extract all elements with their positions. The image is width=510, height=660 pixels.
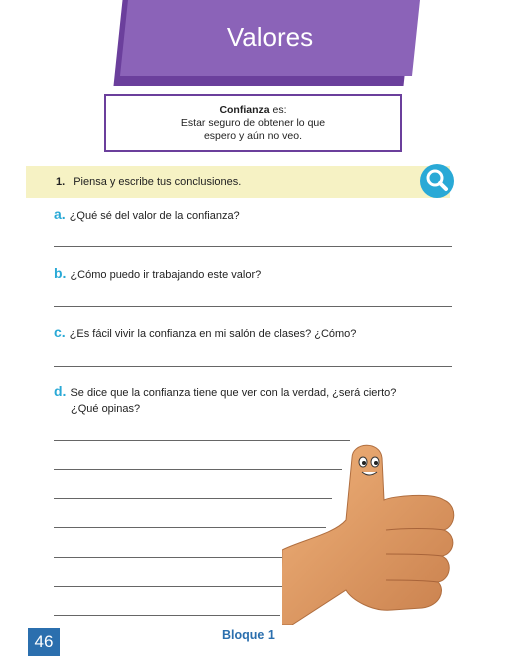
question-text: ¿Cómo puedo ir trabajando este valor?: [70, 269, 262, 281]
question-b: [54, 265, 261, 283]
definition-line-2: espero y aún no veo.: [203, 130, 303, 142]
question-letter: d.: [54, 383, 67, 399]
definition-line-1: Estar seguro de obtener lo que: [180, 117, 326, 129]
answer-line[interactable]: [54, 586, 310, 587]
definition-heading: [106, 104, 400, 117]
page-number: 46: [28, 628, 60, 656]
instruction-text: Piensa y escribe tus conclusiones.: [73, 176, 242, 188]
instruction-number: 1.: [56, 176, 66, 188]
question-letter: c.: [54, 324, 66, 340]
definition-term: Confianza: [219, 104, 270, 116]
question-text-continued: ¿Qué opinas?: [71, 403, 141, 415]
page-title: Valores: [226, 22, 314, 52]
magnifier-icon: [420, 164, 454, 198]
question-text: ¿Es fácil vivir la confianza en mi salón de clases? ¿Cómo?: [69, 328, 357, 340]
question-text: Se dice que la confianza tiene que ver con la verdad, ¿será cierto?: [70, 387, 397, 399]
answer-line[interactable]: [54, 366, 452, 367]
instruction: [56, 176, 241, 188]
question-text: ¿Qué sé del valor de la confianza?: [69, 210, 240, 222]
question-d: [54, 383, 396, 417]
definition-box: [104, 94, 402, 152]
question-a: [54, 206, 240, 224]
definition-term-suffix: es:: [269, 104, 287, 116]
answer-line[interactable]: [54, 246, 452, 247]
answer-line[interactable]: [54, 615, 280, 616]
question-c: [54, 324, 356, 342]
block-label: Bloque 1: [222, 628, 275, 642]
question-letter: a.: [54, 206, 66, 222]
thumbs-up-illustration: [282, 430, 462, 625]
question-letter: b.: [54, 265, 67, 281]
answer-line[interactable]: [54, 306, 452, 307]
